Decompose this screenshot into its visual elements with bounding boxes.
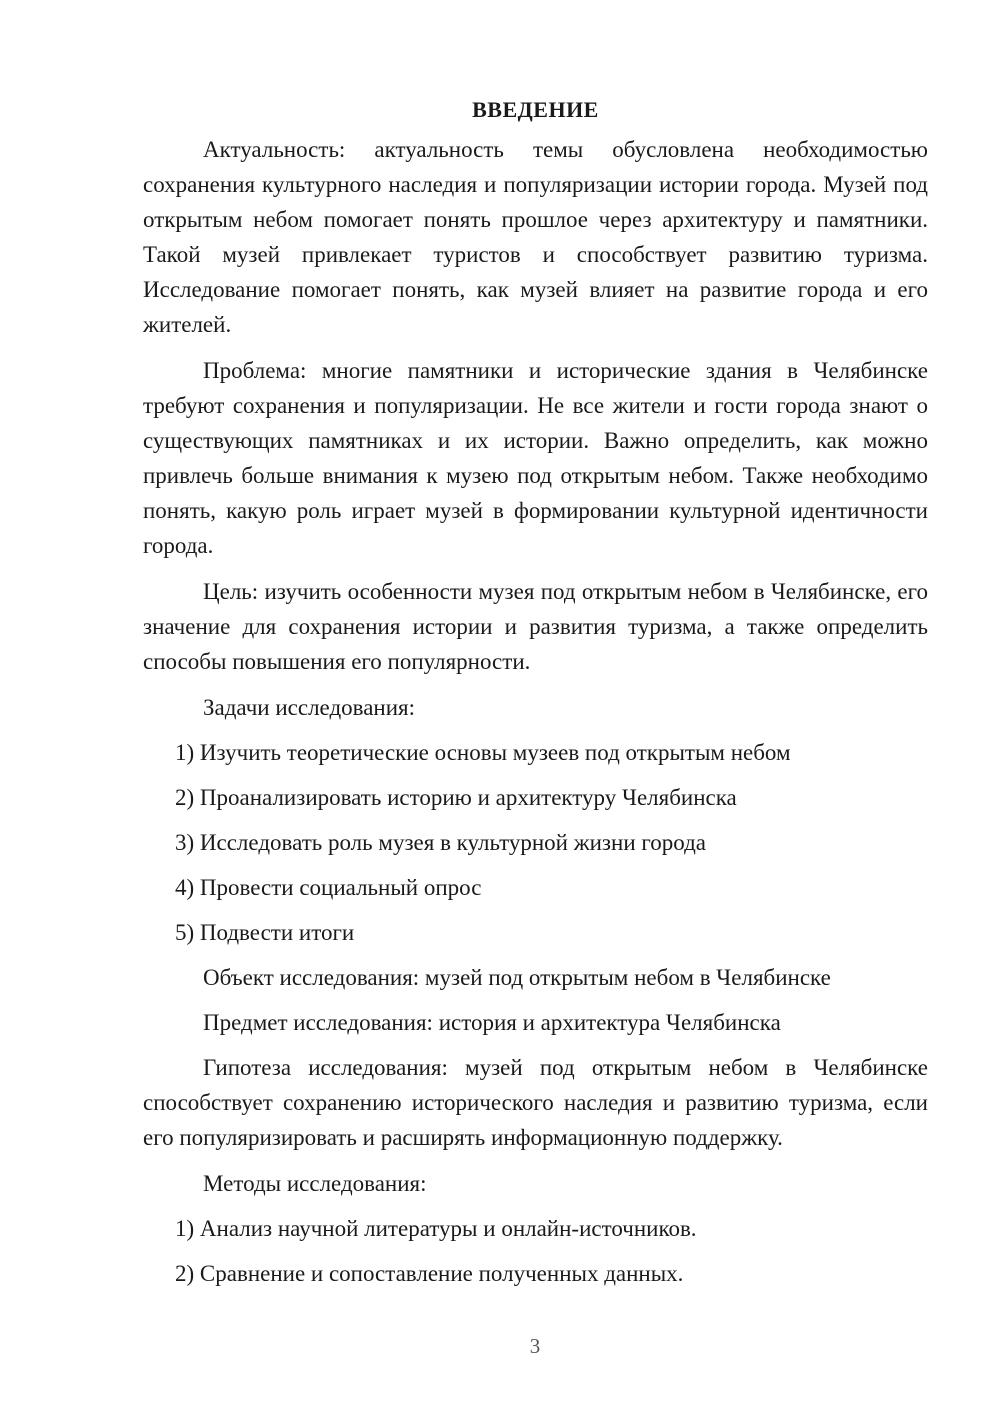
hypothesis-paragraph: Гипотеза исследования: музей под открытым небом в Челябинске способствует сохранению исторического наследия и развитию туризма, если его популяризировать и расширять информационную поддержку. <box>143 1055 928 1150</box>
task-item: 3) Исследовать роль музея в культурной жизни города <box>175 830 706 855</box>
task-item: 1) Изучить теоретические основы музеев под открытым небом <box>175 740 791 765</box>
section-heading: ВВЕДЕНИЕ <box>472 97 599 122</box>
methods-title: Методы исследования: <box>203 1171 427 1196</box>
page-content <box>143 92 928 1301</box>
method-item: 1) Анализ научной литературы и онлайн-источников. <box>175 1216 697 1241</box>
task-item: 2) Проанализировать историю и архитектуру Челябинска <box>175 785 737 810</box>
page-number: 3 <box>529 1334 541 1358</box>
method-item: 2) Сравнение и сопоставление полученных данных. <box>175 1261 684 1286</box>
subject-line: Предмет исследования: история и архитектура Челябинска <box>203 1010 781 1035</box>
relevance-paragraph: Актуальность: актуальность темы обусловлена необходимостью сохранения культурного наследия и популяризации истории города. Музей под открытым небом помогает понять прошлое через архитектуру и памятники. Такой музей привлекает туристов и способствует развитию туризма. Исследование помогает понять, как музей влияет на развитие города и его жителей. <box>143 137 928 337</box>
tasks-title: Задачи исследования: <box>203 695 416 720</box>
goal-paragraph: Цель: изучить особенности музея под открытым небом в Челябинске, его значение для сохранения истории и развития туризма, а также определить способы повышения его популярности. <box>143 579 928 674</box>
object-line: Объект исследования: музей под открытым небом в Челябинске <box>203 965 831 990</box>
problem-paragraph: Проблема: многие памятники и исторические здания в Челябинске требуют сохранения и популяризации. Не все жители и гости города знают о существующих памятниках и их истории. Важно определить, как можно привлечь больше внимания к музею под открытым небом. Также необходимо понять, какую роль играет музей в формировании культурной идентичности города. <box>143 358 928 558</box>
task-item: 4) Провести социальный опрос <box>175 875 482 900</box>
task-item: 5) Подвести итоги <box>175 920 355 945</box>
